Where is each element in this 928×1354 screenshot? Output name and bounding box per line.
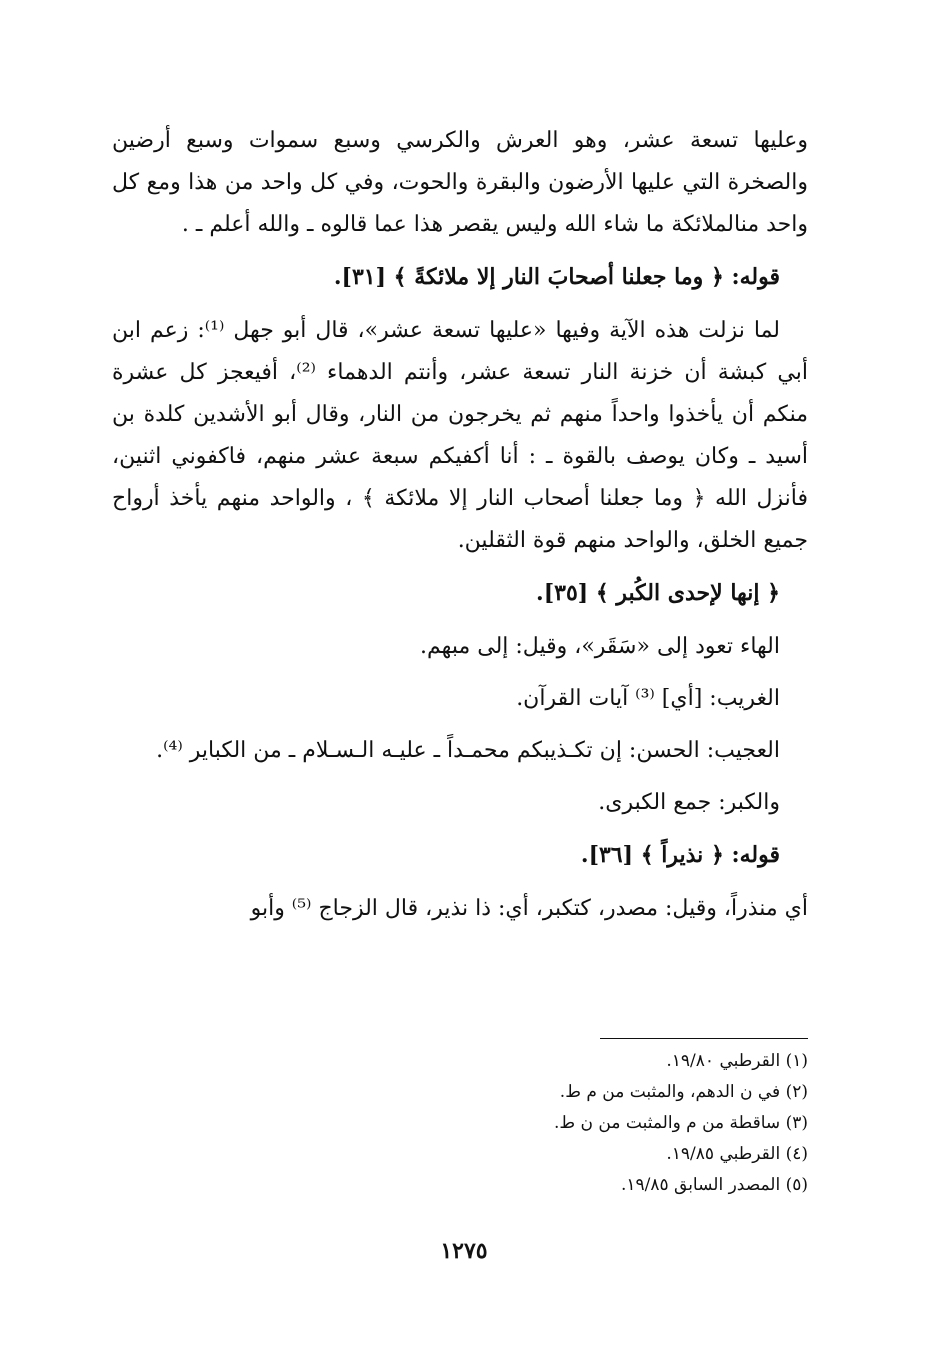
paragraph-4: الغريب: [أي] ⁽³⁾ آيات القرآن.	[516, 686, 780, 711]
paragraph-2: لما نزلت هذه الآية وفيها «عليها تسعة عشر»، قال أبو جهل ⁽¹⁾: زعم ابن أبي كبشة أن خزنة النار تسعة عشر، وأنتم الدهماء ⁽²⁾، أفيعجز كل عشرة منكم أن يأخذوا واحداً منهم ثم يخرجون من النار، وقال أبو الأشدين كلدة بن أسيد ـ وكان يوصف بالقوة ـ : أنا أكفيكم سبعة عشر منهم، فاكفوني اثنين، فأنزل الله ﴿ وما جعلنا أصحاب النار إلا ملائكة ﴾ ، والواحد منهم يأخذ أرواح جميع الخلق، والواحد منهم قوة الثقلين.	[112, 318, 808, 553]
footnotes	[112, 1046, 808, 1201]
paragraph-5: العجيب: الحسن: إن تكـذيبكم محمـداً ـ عليـه الـسـلام ـ من الكباير ⁽⁴⁾.	[156, 738, 780, 763]
footnote-2: (٢) في ن الدهم، والمثبت من م ط.	[559, 1082, 808, 1102]
verse-heading-3: قوله: ﴿ نذيراً ﴾ [٣٦].	[580, 842, 780, 868]
footnote-4: (٤) القرطبي ١٩/٨٥.	[666, 1144, 808, 1164]
footnote-divider	[600, 1038, 808, 1039]
paragraph-1: وعليها تسعة عشر، وهو العرش والكرسي وسبع سموات وسبع أرضين والصخرة التي عليها الأرضون والبقرة والحوت، وفي كل واحد من هذا ومع كل واحد منالملائكة ما شاء الله وليس يقصر هذا عما قالوه ـ والله أعلم ـ .	[112, 128, 808, 237]
page-body	[112, 120, 808, 930]
paragraph-6: والكبر: جمع الكبرى.	[598, 790, 780, 815]
verse-heading-2: ﴿ إنها لإحدى الكُبر ﴾ [٣٥].	[536, 580, 780, 606]
footnote-5: (٥) المصدر السابق ١٩/٨٥.	[620, 1175, 808, 1195]
page-number: ١٢٧٥	[440, 1238, 488, 1264]
verse-heading-1: قوله: ﴿ وما جعلنا أصحابَ النار إلا ملائكةً ﴾ [٣١].	[333, 264, 780, 290]
paragraph-7: أي منذراً، وقيل: مصدر، كتكبر، أي: ذا نذير، قال الزجاج ⁽⁵⁾ وأبو	[250, 896, 808, 921]
paragraph-3: الهاء تعود إلى «سَقَر»، وقيل: إلى مبهم.	[420, 634, 780, 659]
footnote-3: (٣) ساقطة من م والمثبت من ن ط.	[554, 1113, 808, 1133]
footnote-1: (١) القرطبي ١٩/٨٠.	[666, 1051, 808, 1071]
